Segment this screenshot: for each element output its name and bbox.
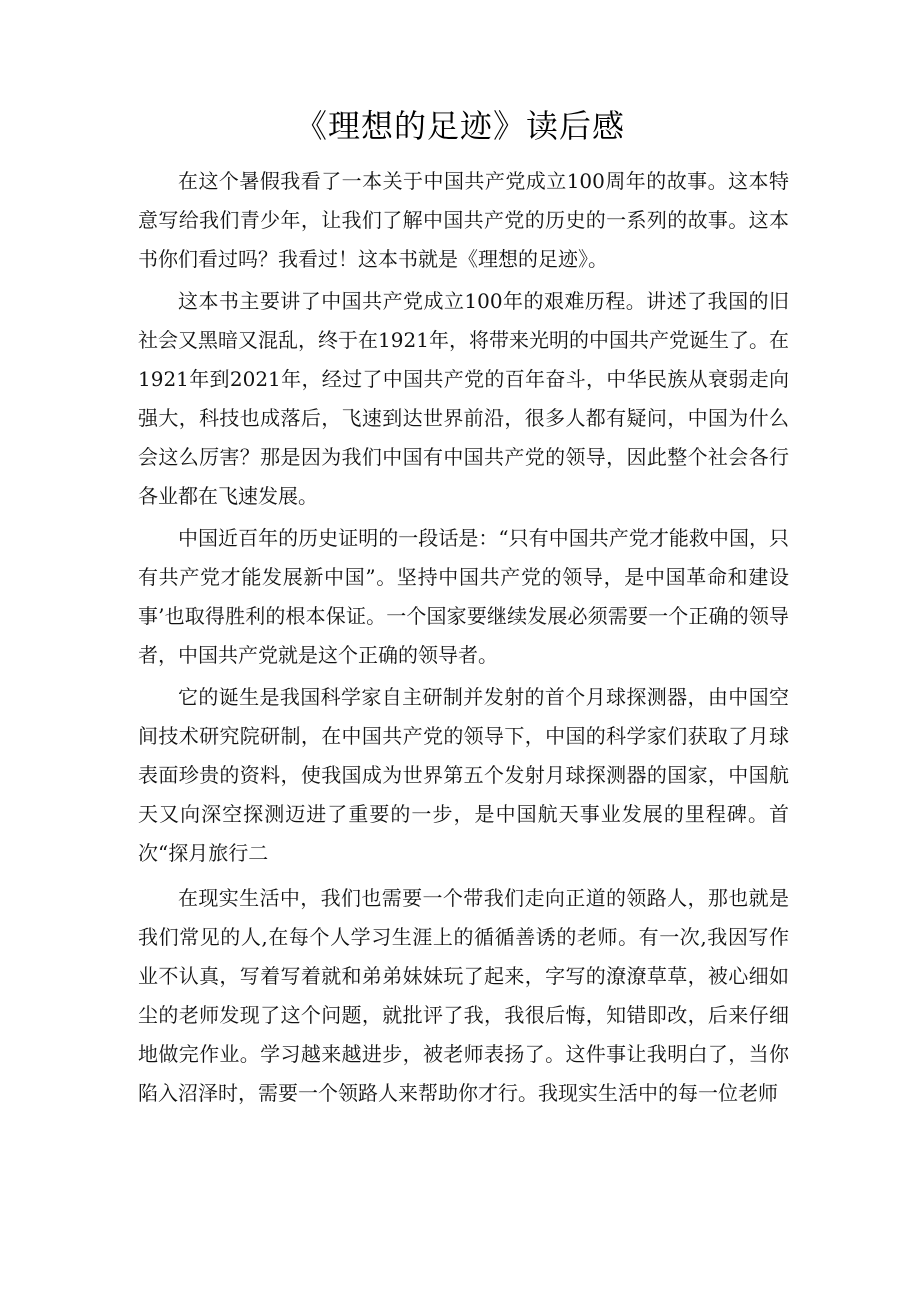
paragraph-4: 它的诞生是我国科学家自主研制并发射的首个月球探测器，由中国空间技术研究院研制，在中国共产党的领导下，中国的科学家们获取了月球表面珍贵的资料，使我国成为世界第五个发射月球探测器的国家，中国航天又向深空探测迈进了重要的一步，是中国航天事业发展的里程碑。首次“探月旅行二 bbox=[138, 685, 789, 865]
paragraph-2: 这本书主要讲了中国共产党成立100年的艰难历程。讲述了我国的旧社会又黑暗又混乱，终于在1921年，将带来光明的中国共产党诞生了。在1921年到2021年，经过了中国共产党的百年奋斗，中华民族从衰弱走向强大，科技也成落后，飞速到达世界前沿，很多人都有疑问，中国为什么会这么厉害？那是因为我们中国有中国共产党的领导，因此整个社会各行各业都在飞速发展。 bbox=[138, 289, 789, 508]
paragraph-3: 中国近百年的历史证明的一段话是：“只有中国共产党才能救中国，只有共产党才能发展新中国”。坚持中国共产党的领导，是中国革命和建设事’也取得胜利的根本保证。一个国家要继续发展必须需要一个正确的领导者，中国共产党就是这个正确的领导者。 bbox=[138, 526, 789, 667]
paragraph-1: 在这个暑假我看了一本关于中国共产党成立100周年的故事。这本特意写给我们青少年，让我们了解中国共产党的历史的一系列的故事。这本书你们看过吗？我看过！这本书就是《理想的足迹》。 bbox=[138, 169, 789, 271]
paragraph-5: 在现实生活中，我们也需要一个带我们走向正道的领路人，那也就是我们常见的人,在每个人学习生涯上的循循善诱的老师。有一次,我因写作业不认真，写着写着就和弟弟妹妹玩了起来，字写的潦潦草草，被心细如尘的老师发现了这个问题，就批评了我，我很后悔，知错即改，后来仔细地做完作业。学习越来越进步，被老师表扬了。这件事让我明白了，当你陷入沼泽时，需要一个领路人来帮助你才行。我现实生活中的每一位老师 bbox=[138, 886, 789, 1105]
document-body bbox=[138, 162, 789, 1116]
document-title: 《理想的足迹》读后感 bbox=[294, 107, 625, 145]
